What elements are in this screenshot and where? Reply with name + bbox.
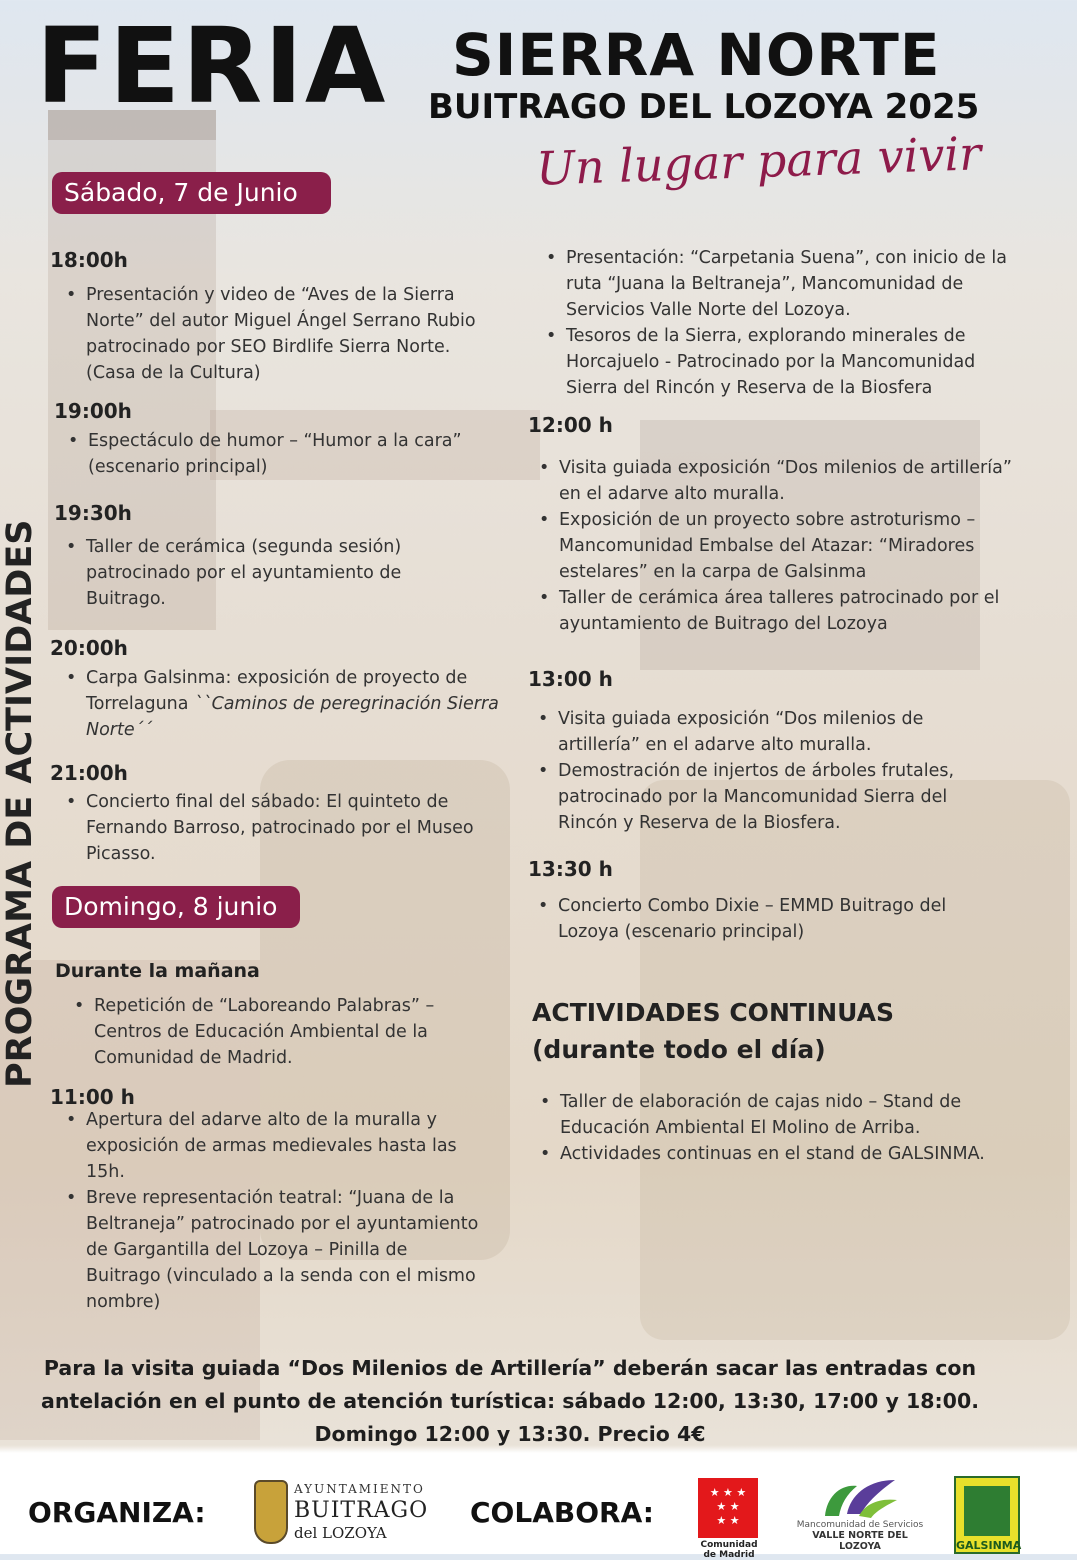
saturday-badge: Sábado, 7 de Junio (52, 172, 331, 214)
time-1100: 11:00 h (50, 1085, 135, 1109)
stars-icon: ★ ★ ★ ★ ★ ★ ★ (698, 1478, 758, 1538)
list-item: • Taller de elaboración de cajas nido – Stand de Educación Ambiental El Molino de Arriba. (538, 1089, 988, 1141)
time-1930: 19:30h (54, 501, 132, 525)
logo-text: AYUNTAMIENTO (294, 1482, 425, 1496)
list-item: • Espectáculo de humor – “Humor a la cara” (escenario principal) (66, 428, 496, 480)
list-item: • Presentación y video de “Aves de la Sierra Norte” del autor Miguel Ángel Serrano Rubio patrocinado por SEO Birdlife Sierra Norte. (Casa de la Cultura) (64, 282, 504, 386)
comunidad-madrid-logo (698, 1478, 760, 1560)
list-item: • Tesoros de la Sierra, explorando minerales de Horcajuelo - Patrocinado por la Mancomunidad Sierra del Rincón y Reserva de la Biosfera (544, 323, 1024, 401)
coat-of-arms-icon (254, 1480, 288, 1544)
list-continuous (538, 1089, 988, 1167)
time-1300: 13:00 h (528, 667, 613, 691)
list-item: • Visita guiada exposición “Dos milenios de artillería” en el adarve alto muralla. (537, 455, 1012, 507)
list-item: • Presentación: “Carpetania Suena”, con inicio de la ruta “Juana la Beltraneja”, Mancomunidad de Servicios Valle Norte del Lozoya. (544, 245, 1024, 323)
valle-norte-logo (795, 1476, 925, 1554)
list-1900 (66, 428, 496, 480)
list-1330 (536, 893, 976, 945)
leaf-icon (817, 1476, 903, 1520)
list-item: • Carpa Galsinma: exposición de proyecto de Torrelaguna ``Caminos de peregrinación Sierra Norte´´ (64, 665, 509, 743)
list-2100 (64, 789, 494, 867)
logo-text: BUITRAGO (294, 1498, 429, 1523)
title-sierra-norte: SIERRA NORTE (452, 21, 941, 89)
list-item: • Actividades continuas en el stand de GALSINMA. (538, 1141, 988, 1167)
list-1800 (64, 282, 504, 386)
time-1330: 13:30 h (528, 857, 613, 881)
time-1800: 18:00h (50, 248, 128, 272)
logo-text: Mancomunidad de Servicios (796, 1520, 924, 1530)
galsinma-logo (954, 1476, 1020, 1554)
vertical-program-label: PROGRAMA DE ACTIVIDADES (0, 519, 40, 1088)
slogan: Un lugar para vivir (535, 126, 982, 196)
buitrago-logo (250, 1476, 430, 1548)
list-item: • Breve representación teatral: “Juana de la Beltraneja” patrocinado por el ayuntamiento de Gargantilla del Lozoya – Pinilla de Buitrago (vinculado a la senda con el mismo nombre) (64, 1185, 484, 1315)
continuous-title-line1: ACTIVIDADES CONTINUAS (532, 998, 895, 1027)
list-1100 (64, 1107, 484, 1315)
map-icon (964, 1486, 1010, 1536)
list-item: • Demostración de injertos de árboles frutales, patrocinado por la Mancomunidad Sierra del Rincón y Reserva de la Biosfera. (536, 758, 1006, 836)
list-item: • Concierto final del sábado: El quinteto de Fernando Barroso, patrocinado por el Museo Picasso. (64, 789, 494, 867)
list-1200 (537, 455, 1012, 637)
title-feria: FERIA (36, 5, 388, 127)
logo-text: Comunidad de Madrid (700, 1540, 758, 1560)
list-item: • Apertura del adarve alto de la muralla y exposición de armas medievales hasta las 15h. (64, 1107, 484, 1185)
colabora-label: COLABORA: (470, 1496, 654, 1529)
list-1930 (64, 534, 444, 612)
list-sunday-continued (544, 245, 1024, 401)
organiza-label: ORGANIZA: (28, 1496, 206, 1529)
logo-text: VALLE NORTE DEL LOZOYA (812, 1530, 908, 1552)
list-1300 (536, 706, 1006, 836)
title-buitrago: BUITRAGO DEL LOZOYA 2025 (428, 87, 980, 127)
time-2100: 21:00h (50, 761, 128, 785)
sunday-badge: Domingo, 8 junio (52, 886, 300, 928)
continuous-activities-title (532, 994, 894, 1068)
list-item: • Repetición de “Laboreando Palabras” – Centros de Educación Ambiental de la Comunidad de Madrid. (72, 993, 482, 1071)
list-item: • Taller de cerámica (segunda sesión) patrocinado por el ayuntamiento de Buitrago. (64, 534, 444, 612)
time-1900: 19:00h (54, 399, 132, 423)
list-item: • Concierto Combo Dixie – EMMD Buitrago del Lozoya (escenario principal) (536, 893, 976, 945)
list-item: • Visita guiada exposición “Dos milenios de artillería” en el adarve alto muralla. (536, 706, 1006, 758)
list-2000 (64, 665, 509, 743)
time-2000: 20:00h (50, 636, 128, 660)
time-morning: Durante la mañana (55, 960, 260, 982)
list-item: • Exposición de un proyecto sobre astroturismo – Mancomunidad Embalse del Atazar: “Miradores estelares” en la carpa de Galsinma (537, 507, 1012, 585)
time-1200: 12:00 h (528, 413, 613, 437)
logo-text: del LOZOYA (294, 1524, 387, 1542)
continuous-title-line2: (durante todo el día) (532, 1035, 826, 1064)
list-morning (72, 993, 482, 1071)
list-item: • Taller de cerámica área talleres patrocinado por el ayuntamiento de Buitrago del Lozoya (537, 585, 1012, 637)
guided-visit-note: Para la visita guiada “Dos Milenios de Artillería” deberán sacar las entradas con antelación en el punto de atención turística: sábado 12:00, 13:30, 17:00 y 18:00. Domingo 12:00 y 13:30. Precio 4€ (40, 1356, 979, 1446)
logo-text: GALSINMA (956, 1539, 1022, 1552)
